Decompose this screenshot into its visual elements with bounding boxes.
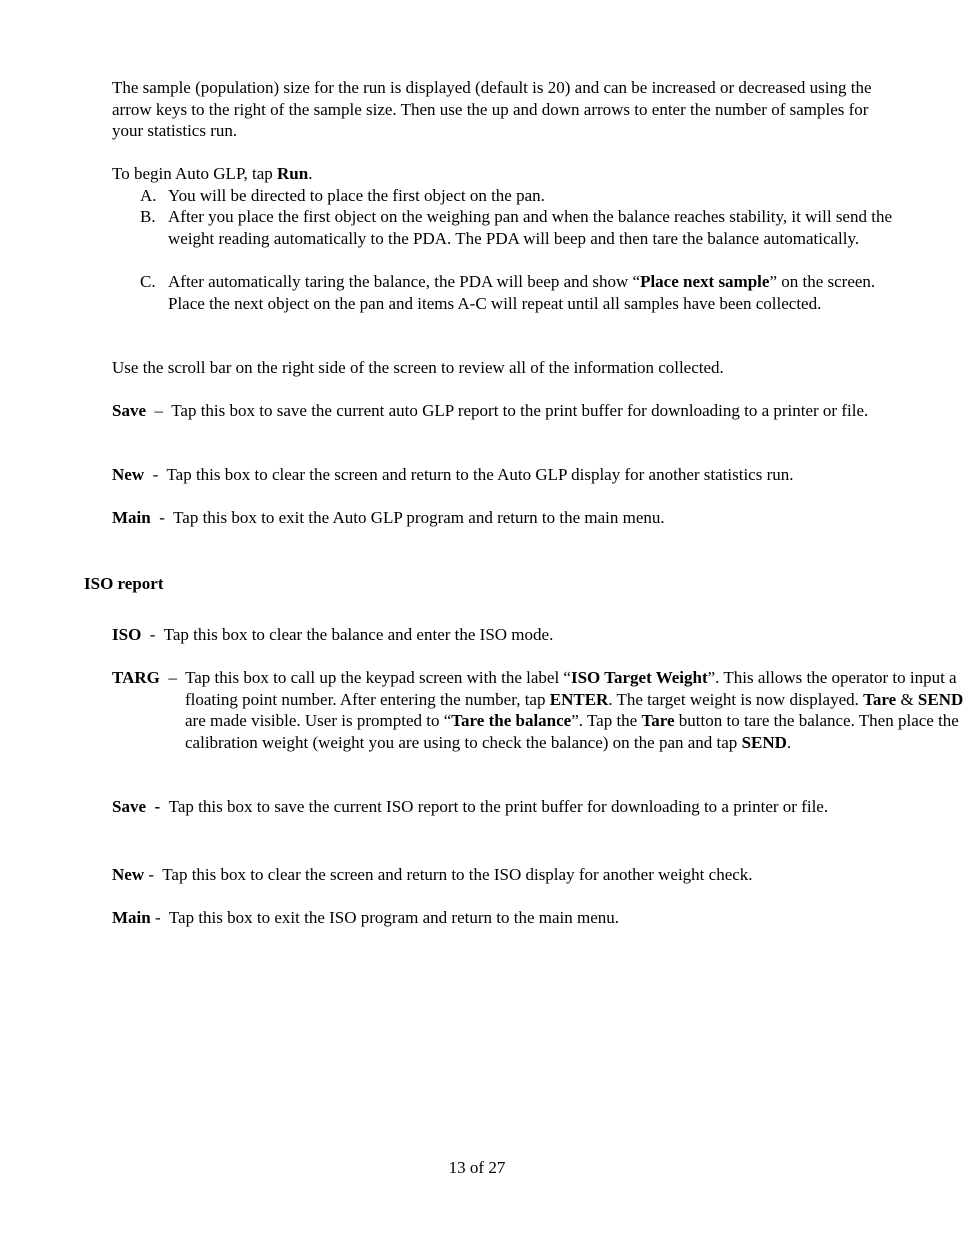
page-number: 13 of 27	[448, 1158, 506, 1177]
step-text: You will be directed to place the first object on the pan.	[168, 186, 545, 205]
scroll-note: Use the scroll bar on the right side of the screen to review all of the information collected.	[112, 358, 724, 377]
intro-paragraph	[112, 77, 902, 142]
step-label: B.	[140, 207, 156, 226]
iso-new-key: New	[112, 865, 145, 884]
iso-new-text: Tap this box to clear the screen and return to the ISO display for another weight check.	[162, 865, 753, 884]
intro-text: The sample (population) size for the run is displayed (default is 20) and can be increased or decreased using the arrow keys to the right of the sample size. Then use the up and down arrows to enter the number of samples for your statistics run.	[112, 78, 872, 140]
glp-save-text: Tap this box to save the current auto GLP report to the print buffer for downloading to a printer or file.	[171, 401, 869, 420]
step-bold: Place next sample	[640, 272, 770, 291]
glp-new-key: New	[112, 465, 145, 484]
iso-iso-text: Tap this box to clear the balance and enter the ISO mode.	[163, 625, 554, 644]
iso-main-key: Main	[112, 908, 151, 927]
glp-main-text: Tap this box to exit the Auto GLP program and return to the main menu.	[173, 508, 665, 527]
run-keyword: Run	[277, 164, 309, 183]
iso-iso-key: ISO	[112, 625, 142, 644]
iso-save-text: Tap this box to save the current ISO report to the print buffer for downloading to a printer or file.	[168, 797, 829, 816]
step-text: After automatically taring the balance, the PDA will beep and show “Place next sample” on the screen. Place the next object on the pan and items A-C will repeat until all samples have been collected.	[168, 272, 876, 313]
glp-save-key: Save	[112, 401, 146, 420]
iso-targ-key: TARG	[112, 668, 160, 687]
step-label: C.	[140, 272, 156, 291]
run-tail: .	[308, 164, 313, 183]
glp-main-key: Main	[112, 508, 151, 527]
iso-main-text: Tap this box to exit the ISO program and return to the main menu.	[168, 908, 620, 927]
glp-new-text: Tap this box to clear the screen and return to the Auto GLP display for another statistics run.	[166, 465, 794, 484]
iso-save-key: Save	[112, 797, 146, 816]
run-instruction	[112, 163, 902, 185]
step-text: After you place the first object on the weighing pan and when the balance reaches stability, it will send the weight reading automatically to the PDA. The PDA will beep and then tare the balance automatically.	[168, 207, 892, 248]
run-lead: To begin Auto GLP, tap	[112, 164, 278, 183]
iso-report-heading: ISO report	[84, 574, 164, 593]
step-label: A.	[140, 186, 157, 205]
